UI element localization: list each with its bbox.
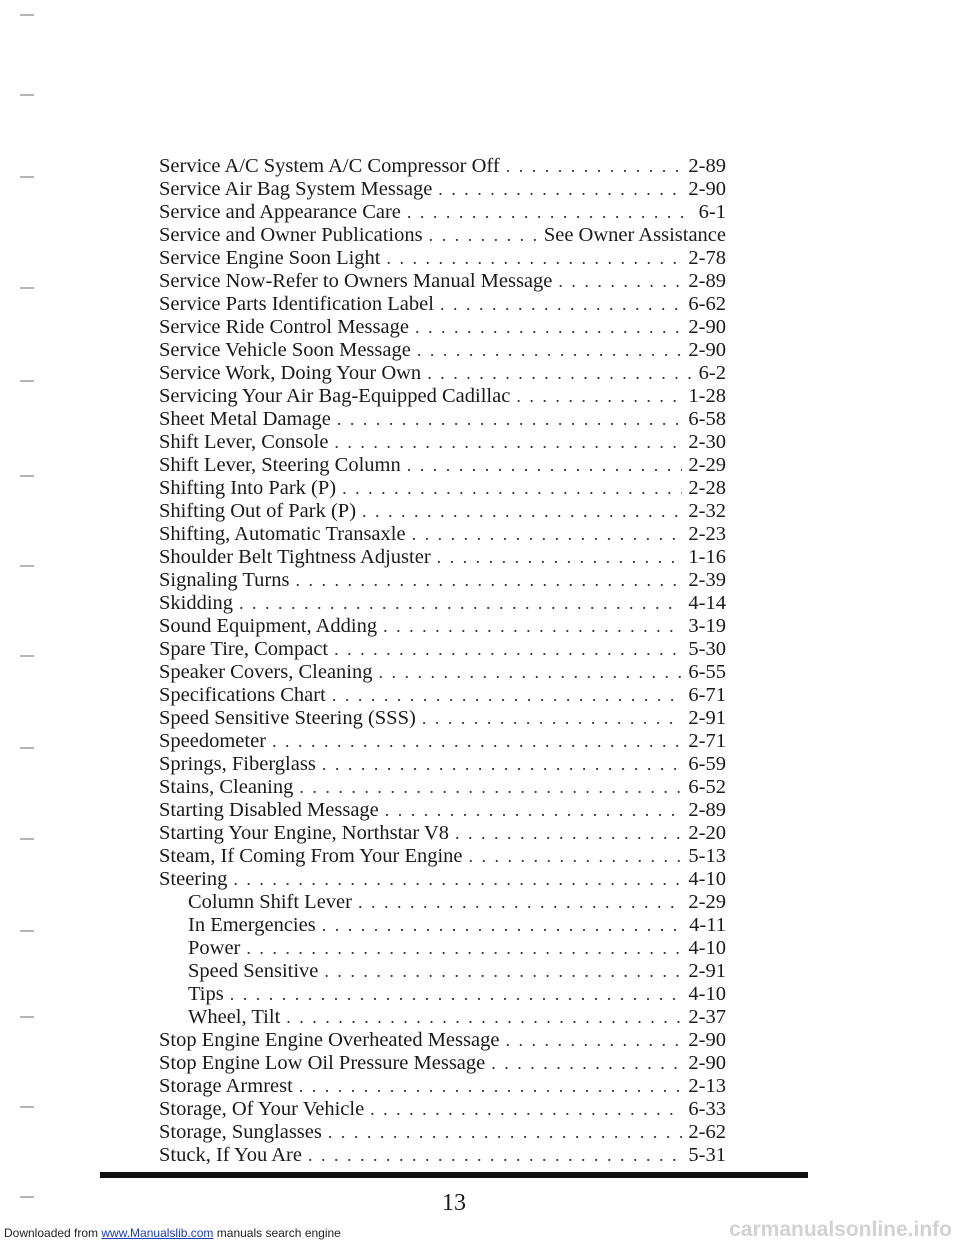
entry-page-ref: 6-59 [688,753,726,775]
entry-label: Service Now-Refer to Owners Manual Message [159,270,553,292]
binding-mark [20,655,34,657]
entry-label: Signaling Turns [159,569,290,591]
entry-page-ref: 4-10 [688,937,726,959]
dot-leader [438,178,682,201]
entry-label: Speedometer [159,730,267,752]
index-entry [159,868,726,891]
entry-page-ref: 3-19 [688,615,726,637]
entry-page-ref: 2-28 [688,477,726,499]
index-entry [159,546,726,569]
entry-page-ref: 2-29 [688,454,726,476]
dot-leader [299,1075,683,1098]
index-entry [159,615,726,638]
entry-page-ref: 2-91 [688,707,726,729]
entry-label: Stuck, If You Are [159,1144,302,1166]
entry-page-ref: 6-52 [688,776,726,798]
entry-label: Sound Equipment, Adding [159,615,378,637]
binding-mark [20,176,34,178]
entry-label: Starting Your Engine, Northstar V8 [159,822,450,844]
dot-leader [440,293,682,316]
entry-page-ref: 1-28 [688,385,726,407]
entry-label: Service Parts Identification Label [159,293,434,315]
entry-page-ref: 6-55 [688,661,726,683]
entry-page-ref: 6-62 [688,293,726,315]
entry-page-ref: 4-10 [688,868,726,890]
entry-label: Power [188,937,241,959]
dot-leader [233,868,682,891]
dot-leader [455,822,682,845]
dot-leader [506,155,683,178]
index-entry [159,1144,726,1167]
entry-label: Wheel, Tilt [188,1006,281,1028]
dot-leader [370,1098,682,1121]
index-entry [159,1121,726,1144]
dot-leader [342,477,682,500]
manualslib-link[interactable]: www.Manualslib.com [101,1226,214,1240]
entry-label: Stop Engine Low Oil Pressure Message [159,1052,486,1074]
index-entry [159,661,726,684]
dot-leader [332,684,683,707]
entry-label: Shifting, Automatic Transaxle [159,523,406,545]
dot-leader [415,316,682,339]
binding-mark [20,287,34,289]
index-entry [159,385,726,408]
index-entry [159,822,726,845]
index-entry [159,362,726,385]
dot-leader [334,638,682,661]
entry-label: Shifting Out of Park (P) [159,500,357,522]
dot-leader [469,845,683,868]
index-entry [159,845,726,868]
entry-label: Service Work, Doing Your Own [159,362,422,384]
entry-label: Stains, Cleaning [159,776,294,798]
entry-page-ref: 4-14 [688,592,726,614]
binding-mark [20,930,34,932]
dot-leader [407,201,693,224]
index-entry [159,1052,726,1075]
dot-leader [516,385,682,408]
binding-mark [20,380,34,382]
index-entry [159,1075,726,1098]
watermark: carmanualsonline.info [729,1218,952,1241]
index-subentry [159,983,726,1006]
entry-label: Storage, Sunglasses [159,1121,322,1143]
dot-leader [334,431,682,454]
entry-label: Speaker Covers, Cleaning [159,661,373,683]
entry-label: Specifications Chart [159,684,326,706]
dot-leader [295,569,682,592]
dot-leader [246,937,682,960]
dot-leader [308,1144,682,1167]
entry-label: Storage Armrest [159,1075,293,1097]
dot-leader [337,408,683,431]
entry-page-ref: 2-91 [688,960,726,982]
entry-page-ref: 2-71 [688,730,726,752]
dot-leader [558,270,682,293]
entry-label: Steering [159,868,228,890]
download-credit [4,1226,341,1240]
entry-label: Springs, Fiberglass [159,753,316,775]
binding-mark [20,747,34,749]
dot-leader [299,776,682,799]
entry-page-ref: 2-37 [688,1006,726,1028]
index-entry [159,684,726,707]
binding-mark [20,1106,34,1108]
index-entry [159,431,726,454]
entry-page-ref: 2-90 [688,316,726,338]
binding-mark [20,565,34,567]
page-number: 13 [442,1190,466,1216]
dot-leader [286,1006,682,1029]
dot-leader [422,707,683,730]
dot-leader [386,247,682,270]
download-credit-suffix: manuals search engine [213,1226,341,1240]
entry-label: Service A/C System A/C Compressor Off [159,155,500,177]
entry-label: Service Engine Soon Light [159,247,381,269]
dot-leader [427,362,692,385]
index-entry [159,270,726,293]
index-entry [159,1098,726,1121]
entry-label: Service and Owner Publications [159,224,423,246]
index-entry [159,592,726,615]
entry-page-ref: 2-13 [688,1075,726,1097]
entry-page-ref: 2-30 [688,431,726,453]
entry-page-ref: 2-20 [688,822,726,844]
dot-leader [362,500,682,523]
index-entry [159,155,726,178]
index-subentry [159,914,726,937]
index-entry [159,247,726,270]
entry-label: Service and Appearance Care [159,201,401,223]
dot-leader [322,753,683,776]
index-entry [159,178,726,201]
entry-page-ref: 4-11 [689,914,726,936]
binding-marks [0,0,40,1242]
entry-label: Tips [188,983,224,1005]
entry-label: Skidding [159,592,234,614]
entry-page-ref: 2-62 [688,1121,726,1143]
entry-label: Shoulder Belt Tightness Adjuster [159,546,431,568]
index-entry [159,316,726,339]
dot-leader [272,730,682,753]
entry-page-ref: 2-78 [688,247,726,269]
index-entry [159,500,726,523]
entry-label: Service Ride Control Message [159,316,409,338]
entry-page-ref: 2-90 [688,339,726,361]
dot-leader [324,960,682,983]
index-entry [159,339,726,362]
dot-leader [322,914,683,937]
index-subentry [159,937,726,960]
dot-leader [383,615,682,638]
dot-leader [230,983,683,1006]
entry-label: Service Air Bag System Message [159,178,433,200]
index-entry [159,776,726,799]
entry-label: Shift Lever, Steering Column [159,454,401,476]
entry-label: Column Shift Lever [188,891,352,913]
entry-page-ref: 1-16 [688,546,726,568]
entry-page-ref: 2-39 [688,569,726,591]
dot-leader [412,523,683,546]
entry-page-ref: 5-31 [688,1144,726,1166]
entry-label: Sheet Metal Damage [159,408,331,430]
dot-leader [358,891,682,914]
index-entry [159,753,726,776]
entry-page-ref: 2-23 [688,523,726,545]
footer-rule [100,1172,808,1178]
entry-page-ref: 2-89 [688,270,726,292]
dot-leader [239,592,682,615]
entry-page-ref: 5-13 [688,845,726,867]
dot-leader [328,1121,683,1144]
dot-leader [379,661,683,684]
binding-mark [20,475,34,477]
index-entry [159,523,726,546]
entry-page-ref: 2-29 [688,891,726,913]
entry-label: Shift Lever, Console [159,431,329,453]
entry-label: Stop Engine Engine Overheated Message [159,1029,500,1051]
entry-page-ref: 2-32 [688,500,726,522]
entry-label: Starting Disabled Message [159,799,379,821]
entry-page-ref: 6-58 [688,408,726,430]
entry-label: Speed Sensitive Steering (SSS) [159,707,416,729]
index-entry [159,707,726,730]
dot-leader [437,546,683,569]
entry-page-ref: 6-71 [688,684,726,706]
index-subentry [159,891,726,914]
dot-leader [407,454,683,477]
dot-leader [491,1052,682,1075]
index-entry [159,454,726,477]
index-list [159,155,726,1167]
entry-page-ref: 2-90 [688,1029,726,1051]
binding-mark [20,838,34,840]
entry-page-ref: 6-2 [698,362,726,384]
entry-label: In Emergencies [188,914,316,936]
download-credit-prefix: Downloaded from [4,1226,102,1240]
index-entry [159,201,726,224]
entry-label: Service Vehicle Soon Message [159,339,411,361]
index-entry [159,408,726,431]
index-entry [159,638,726,661]
index-entry [159,799,726,822]
entry-page-ref: 6-33 [688,1098,726,1120]
index-entry [159,569,726,592]
dot-leader [385,799,683,822]
entry-page-ref: 2-90 [688,178,726,200]
entry-label: Servicing Your Air Bag-Equipped Cadillac [159,385,511,407]
index-subentry [159,960,726,983]
dot-leader [429,224,538,247]
entry-page-ref: 4-10 [688,983,726,1005]
index-entry [159,224,726,247]
entry-page-ref: 5-30 [688,638,726,660]
index-subentry [159,1006,726,1029]
entry-label: Spare Tire, Compact [159,638,329,660]
index-entry [159,477,726,500]
index-entry [159,293,726,316]
index-entry [159,1029,726,1052]
entry-label: Shifting Into Park (P) [159,477,337,499]
binding-mark [20,1016,34,1018]
entry-page-ref: 2-90 [688,1052,726,1074]
entry-label: Steam, If Coming From Your Engine [159,845,463,867]
index-entry [159,730,726,753]
entry-label: Storage, Of Your Vehicle [159,1098,365,1120]
binding-mark [20,14,34,16]
binding-mark [20,94,34,96]
entry-page-ref: 2-89 [688,155,726,177]
entry-page-ref: 2-89 [688,799,726,821]
entry-page-ref: 6-1 [698,201,726,223]
entry-page-ref: See Owner Assistance [543,224,726,246]
dot-leader [505,1029,682,1052]
dot-leader [417,339,683,362]
entry-label: Speed Sensitive [188,960,319,982]
